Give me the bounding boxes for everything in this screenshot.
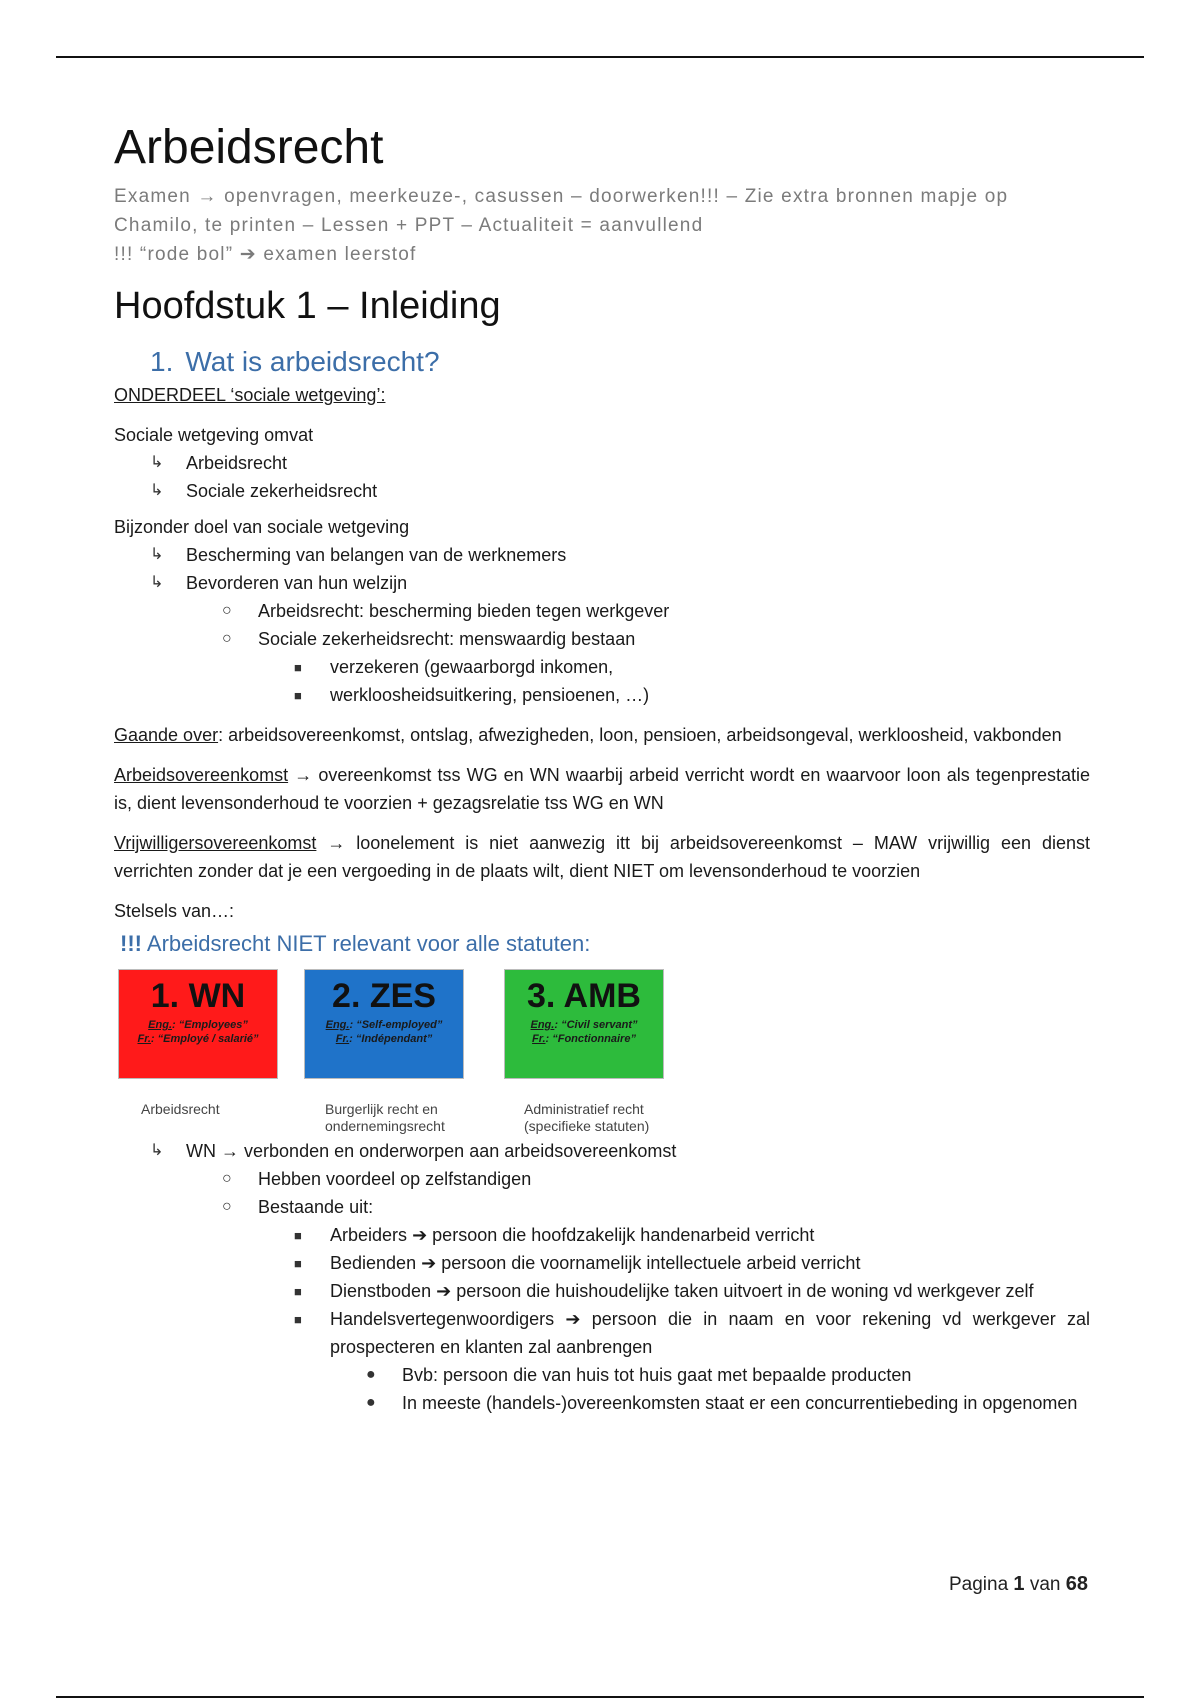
stelsels-label: Stelsels van…: <box>114 901 235 921</box>
arrow-icon: ➔ <box>421 1253 437 1273</box>
circle-bullet-icon: ○ <box>222 1198 232 1215</box>
statuut-box-wn: 1. WN Eng.: “Employees” Fr.: “Employé / salarié” <box>118 969 278 1079</box>
onderdeel-label: ONDERDEEL ‘sociale wetgeving’: <box>114 385 386 405</box>
sw-intro: Sociale wetgeving omvat <box>114 425 314 445</box>
circle-bullet-icon: ○ <box>222 630 232 647</box>
hook-arrow-icon: ↳ <box>150 482 164 499</box>
header-rule <box>56 56 1144 58</box>
doel-intro: Bijzonder doel van sociale wetgeving <box>114 517 410 537</box>
subtitle <box>114 182 1090 269</box>
list-item: ○ Arbeidsrecht: bescherming bieden tegen werkgever <box>114 597 1090 625</box>
page-footer: Pagina 1 van 68 <box>948 1573 1088 1595</box>
list-item: ↳ Arbeidsrecht <box>114 449 1090 477</box>
arbeidsovereenkomst-paragraph: Arbeidsovereenkomst → overeenkomst tss WG en WN waarbij arbeid verricht wordt en waarvoor loon als tegenprestatie is, dient levensonderhoud te voorzien + gezagsrelatie tss WG en WN <box>114 765 1090 813</box>
list-item: ■ Dienstboden ➔ persoon die huishoudelijke taken uitvoert in de woning vd werkgever zelf <box>114 1277 1090 1305</box>
hook-arrow-icon: ↳ <box>150 454 164 471</box>
list-item: ● In meeste (handels-)overeenkomsten staat er een concurrentiebeding in opgenomen <box>114 1389 1090 1417</box>
arrow-icon: → <box>294 765 313 785</box>
list-item: ○ Hebben voordeel op zelfstandigen <box>114 1165 1090 1193</box>
statuut-box-zes: 2. ZES Eng.: “Self-employed” Fr.: “Indépendant” <box>304 969 464 1079</box>
list-item: ○ Bestaande uit: <box>114 1193 1090 1221</box>
list-item: ■ werkloosheidsuitkering, pensioenen, …) <box>114 681 1090 709</box>
subtitle-line-1: Examen → openvragen, meerkeuze-, casussen – doorwerken!!! – Zie extra bronnen mapje op <box>114 186 1009 207</box>
dot-bullet-icon: ● <box>366 1394 376 1411</box>
list-item: ■ Handelsvertegenwoordigers ➔ persoon die in naam en voor rekening vd werkgever zal prospecteren en klanten zal aanbrengen <box>114 1305 1090 1361</box>
list-item: ■ Arbeiders ➔ persoon die hoofdzakelijk handenarbeid verricht <box>114 1221 1090 1249</box>
list-item: ↳ Sociale zekerheidsrecht <box>114 477 1090 505</box>
statuut-box-amb: 3. AMB Eng.: “Civil servant” Fr.: “Fonctionnaire” <box>504 969 664 1079</box>
square-bullet-icon: ■ <box>294 660 302 675</box>
document-title: Arbeidsrecht <box>114 121 384 174</box>
footer-rule <box>56 1696 1144 1698</box>
arrow-icon: → <box>197 186 218 207</box>
square-bullet-icon: ■ <box>294 1312 302 1327</box>
list-item: ■ Bedienden ➔ persoon die voornamelijk intellectuele arbeid verricht <box>114 1249 1090 1277</box>
document-page <box>114 118 1090 1417</box>
arrow-icon: ➔ <box>436 1281 452 1301</box>
list-item: ○ Sociale zekerheidsrecht: menswaardig bestaan <box>114 625 1090 653</box>
subtitle-line-2: Chamilo, te printen – Lessen + PPT – Actualiteit = aanvullend <box>114 215 704 236</box>
chapter-heading: Hoofdstuk 1 – Inleiding <box>114 285 501 327</box>
square-bullet-icon: ■ <box>294 1284 302 1299</box>
circle-bullet-icon: ○ <box>222 1170 232 1187</box>
hook-arrow-icon: ↳ <box>150 1142 164 1159</box>
circle-bullet-icon: ○ <box>222 602 232 619</box>
list-item: ↳ Bevorderen van hun welzijn <box>114 569 1090 597</box>
dot-bullet-icon: ● <box>366 1366 376 1383</box>
arrow-icon: ➔ <box>412 1225 428 1245</box>
list-item: ↳ Bescherming van belangen van de werknemers <box>114 541 1090 569</box>
arrow-icon: → <box>221 1141 240 1161</box>
section-heading: 1. Wat is arbeidsrecht? <box>150 346 440 377</box>
statuten-diagram <box>114 969 1090 1137</box>
vrijwilligersovereenkomst-paragraph: Vrijwilligersovereenkomst → loonelement is niet aanwezig itt bij arbeidsovereenkomst – MAW vrijwillig een dienst verrichten zonder dat je een vergoeding in de plaats wilt, dient NIET om levensonderhoud te voorzien <box>114 833 1090 881</box>
square-bullet-icon: ■ <box>294 688 302 703</box>
gaande-over-paragraph: Gaande over: arbeidsovereenkomst, ontslag, afwezigheden, loon, pensioen, arbeidsongeval, werkloosheid, vakbonden <box>114 725 1062 745</box>
list-item: ● Bvb: persoon die van huis tot huis gaat met bepaalde producten <box>114 1361 1090 1389</box>
square-bullet-icon: ■ <box>294 1256 302 1271</box>
statuut-caption-amb: Administratief recht (specifieke statuten) <box>524 1101 650 1134</box>
arrow-icon: ➔ <box>565 1309 581 1329</box>
list-item: ■ verzekeren (gewaarborgd inkomen, <box>114 653 1090 681</box>
statuut-caption-wn: Arbeidsrecht <box>141 1101 220 1117</box>
square-bullet-icon: ■ <box>294 1228 302 1243</box>
arrow-icon: → <box>327 833 346 853</box>
arrow-icon: ➔ <box>239 244 257 265</box>
hook-arrow-icon: ↳ <box>150 574 164 591</box>
list-item: ↳ WN → verbonden en onderworpen aan arbeidsovereenkomst <box>114 1137 1090 1165</box>
hook-arrow-icon: ↳ <box>150 546 164 563</box>
subtitle-line-3: !!! “rode bol” ➔ examen leerstof <box>114 244 417 265</box>
statuut-caption-zes: Burgerlijk recht en ondernemingsrecht <box>325 1101 445 1134</box>
warning-heading: !!! Arbeidsrecht NIET relevant voor alle statuten: <box>120 931 591 956</box>
